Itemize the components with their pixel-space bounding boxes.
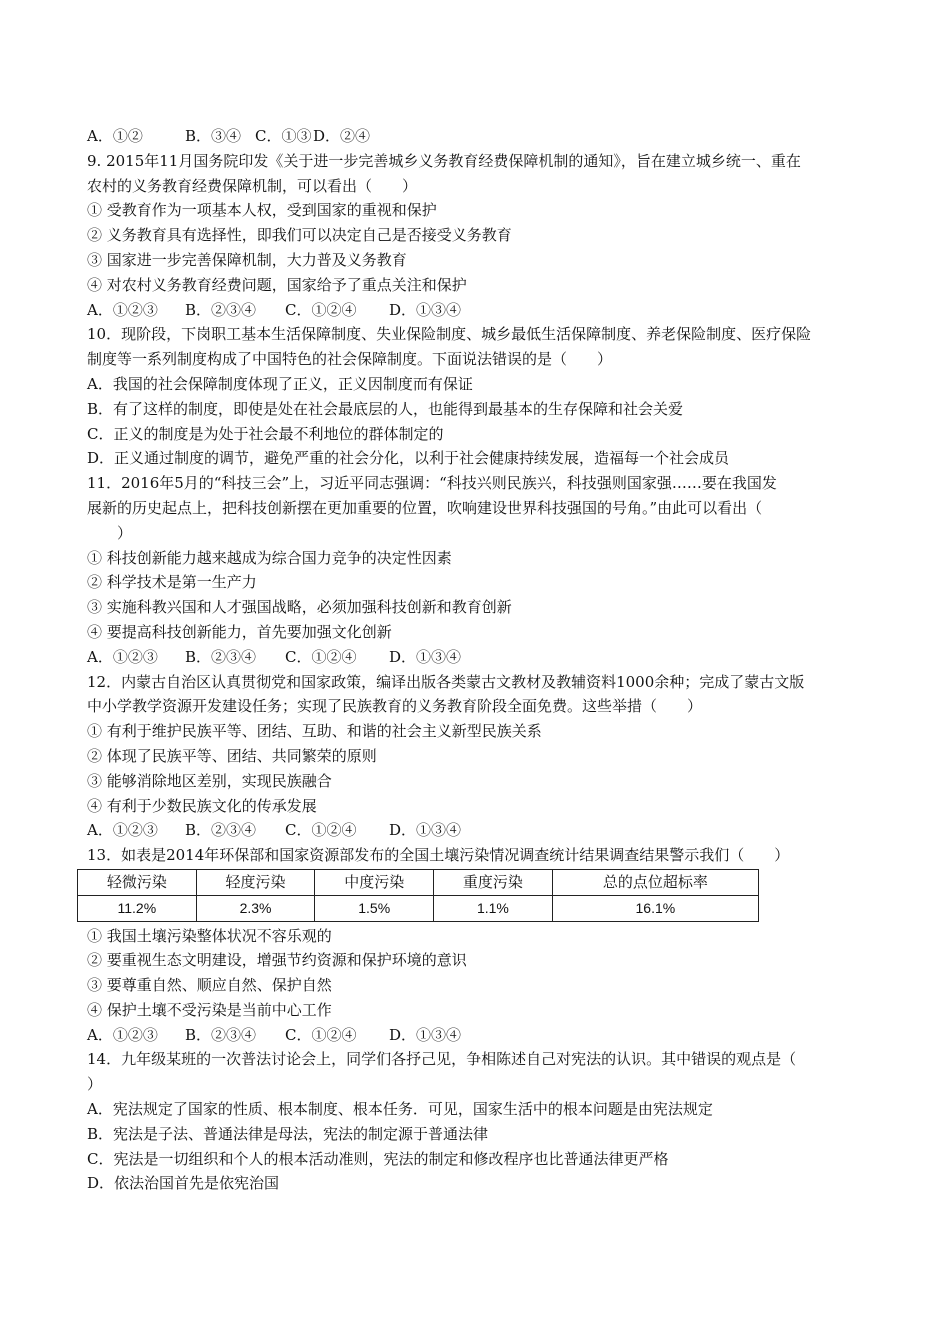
q9-stem-line-1: 9. 2015年11月国务院印发《关于进一步完善城乡义务教育经费保障机制的通知》，旨在建立城乡统一、重在 bbox=[87, 151, 801, 170]
q9-item-4: ④ 对农村义务教育经费问题，国家给予了重点关注和保护 bbox=[87, 275, 467, 294]
table-cell: 1.5% bbox=[315, 895, 434, 921]
table-cell: 16.1% bbox=[552, 895, 758, 921]
soil-pollution-table bbox=[77, 869, 759, 922]
q9-options bbox=[87, 298, 877, 323]
table-cell: 1.1% bbox=[434, 895, 553, 921]
q10-option-c: C．正义的制度是为处于社会最不利地位的群体制定的 bbox=[87, 424, 444, 443]
q14-option-d: D．依法治国首先是依宪治国 bbox=[87, 1174, 280, 1193]
q12-item-3: ③ 能够消除地区差别，实现民族融合 bbox=[87, 771, 332, 790]
q13-item-1: ① 我国土壤污染整体状况不容乐观的 bbox=[87, 926, 332, 945]
q13-options bbox=[87, 1023, 877, 1048]
q13-option-c: C．①②④ bbox=[285, 1025, 357, 1044]
q14-stem-line-2: ） bbox=[87, 1075, 103, 1094]
q9-option-c: C．①②④ bbox=[285, 300, 357, 319]
q9-item-3: ③ 国家进一步完善保障机制，大力普及义务教育 bbox=[87, 250, 407, 269]
q12-option-b: B．②③④ bbox=[185, 821, 257, 840]
q11-item-4: ④ 要提高科技创新能力，首先要加强文化创新 bbox=[87, 622, 392, 641]
q12-option-d: D．①③④ bbox=[389, 821, 462, 840]
q8-option-a: A．①② bbox=[87, 127, 143, 145]
question-11 bbox=[87, 471, 877, 669]
table-header-row bbox=[78, 869, 759, 895]
q9-item-1: ① 受教育作为一项基本人权，受到国家的重视和保护 bbox=[87, 201, 437, 220]
question-9 bbox=[87, 149, 877, 323]
table-header-cell: 轻微污染 bbox=[78, 869, 197, 895]
q9-stem-line-2: 农村的义务教育经费保障机制，可以看出（ ） bbox=[87, 176, 418, 195]
q8-option-b: B．③④ bbox=[185, 127, 242, 145]
q11-stem-line-1: 11．2016年5月的“科技三会”上，习近平同志强调：“科技兴则民族兴，科技强则国家强……要在我国发 bbox=[87, 474, 777, 493]
q14-option-c: C．宪法是一切组织和个人的根本活动准则，宪法的制定和修改程序也比普通法律更严格 bbox=[87, 1149, 669, 1168]
q13-stem-line-1: 13．如表是2014年环保部和国家资源部发布的全国土壤污染情况调查统计结果调查结果警示我们（ ） bbox=[87, 846, 790, 865]
q9-option-a: A．①②③ bbox=[87, 300, 158, 319]
q11-option-a: A．①②③ bbox=[87, 647, 158, 666]
q13-option-a: A．①②③ bbox=[87, 1025, 158, 1044]
q8-option-d: D．②④ bbox=[313, 127, 371, 145]
q10-option-d: D．正义通过制度的调节，避免严重的社会分化，以利于社会健康持续发展，造福每一个社会成员 bbox=[87, 449, 730, 468]
q10-option-a: A．我国的社会保障制度体现了正义，正义因制度而有保证 bbox=[87, 374, 473, 393]
q13-item-2: ② 要重视生态文明建设，增强节约资源和保护环境的意识 bbox=[87, 951, 467, 970]
q9-option-b: B．②③④ bbox=[185, 300, 257, 319]
q12-options bbox=[87, 818, 877, 843]
question-13 bbox=[87, 843, 877, 1047]
q10-option-b: B．有了这样的制度，即使是处在社会最底层的人，也能得到最基本的生存保障和社会关爱 bbox=[87, 399, 684, 418]
q11-stem-line-2: 展新的历史起点上，把科技创新摆在更加重要的位置，吹响建设世界科技强国的号角。”由此可以看出（ bbox=[87, 498, 763, 517]
q11-item-1: ① 科技创新能力越来越成为综合国力竞争的决定性因素 bbox=[87, 548, 452, 567]
q11-option-b: B．②③④ bbox=[185, 647, 257, 666]
q9-item-2: ② 义务教育具有选择性，即我们可以决定自己是否接受义务教育 bbox=[87, 226, 512, 245]
q8-options bbox=[87, 124, 877, 149]
q12-stem-line-1: 12．内蒙古自治区认真贯彻党和国家政策，编译出版各类蒙古文教材及教辅资料1000余种；完成了蒙古文版 bbox=[87, 672, 805, 691]
q12-stem-line-2: 中小学教学资源开发建设任务；实现了民族教育的义务教育阶段全面免费。这些举措（ ） bbox=[87, 697, 703, 716]
q13-item-3: ③ 要尊重自然、顺应自然、保护自然 bbox=[87, 976, 332, 995]
q14-stem-line-1: 14．九年级某班的一次普法讨论会上，同学们各抒己见，争相陈述自己对宪法的认识。其中错误的观点是（ bbox=[87, 1050, 797, 1069]
q14-option-b: B．宪法是子法、普通法律是母法，宪法的制定源于普通法律 bbox=[87, 1124, 489, 1143]
q13-option-d: D．①③④ bbox=[389, 1025, 462, 1044]
table-cell: 11.2% bbox=[78, 895, 197, 921]
q10-stem-line-1: 10．现阶段，下岗职工基本生活保障制度、失业保险制度、城乡最低生活保障制度、养老保险制度、医疗保险 bbox=[87, 325, 812, 344]
table-header-cell: 轻度污染 bbox=[196, 869, 315, 895]
q11-item-3: ③ 实施科教兴国和人才强国战略，必须加强科技创新和教育创新 bbox=[87, 598, 512, 617]
q12-item-1: ① 有利于维护民族平等、团结、互助、和谐的社会主义新型民族关系 bbox=[87, 722, 542, 741]
q11-stem-line-3: ） bbox=[87, 523, 133, 542]
table-header-cell: 重度污染 bbox=[434, 869, 553, 895]
q12-item-4: ④ 有利于少数民族文化的传承发展 bbox=[87, 796, 317, 815]
q11-options bbox=[87, 645, 877, 670]
question-12 bbox=[87, 670, 877, 844]
q14-option-a: A．宪法规定了国家的性质、根本制度、根本任务．可见，国家生活中的根本问题是由宪法规定 bbox=[87, 1100, 713, 1119]
table-cell: 2.3% bbox=[196, 895, 315, 921]
q11-item-2: ② 科学技术是第一生产力 bbox=[87, 573, 257, 592]
q13-option-b: B．②③④ bbox=[185, 1025, 257, 1044]
question-14 bbox=[87, 1047, 877, 1196]
q13-item-4: ④ 保护土壤不受污染是当前中心工作 bbox=[87, 1000, 332, 1019]
q9-option-d: D．①③④ bbox=[389, 300, 462, 319]
question-10 bbox=[87, 322, 877, 471]
q12-option-a: A．①②③ bbox=[87, 821, 158, 840]
table-header-cell: 总的点位超标率 bbox=[552, 869, 758, 895]
exam-content bbox=[87, 124, 877, 1196]
q11-option-c: C．①②④ bbox=[285, 647, 357, 666]
table-header-cell: 中度污染 bbox=[315, 869, 434, 895]
table-row bbox=[78, 895, 759, 921]
q8-option-c: C．①③ bbox=[255, 127, 312, 145]
q12-option-c: C．①②④ bbox=[285, 821, 357, 840]
q10-stem-line-2: 制度等一系列制度构成了中国特色的社会保障制度。下面说法错误的是（ ） bbox=[87, 350, 613, 369]
q12-item-2: ② 体现了民族平等、团结、共同繁荣的原则 bbox=[87, 746, 377, 765]
q11-option-d: D．①③④ bbox=[389, 647, 462, 666]
